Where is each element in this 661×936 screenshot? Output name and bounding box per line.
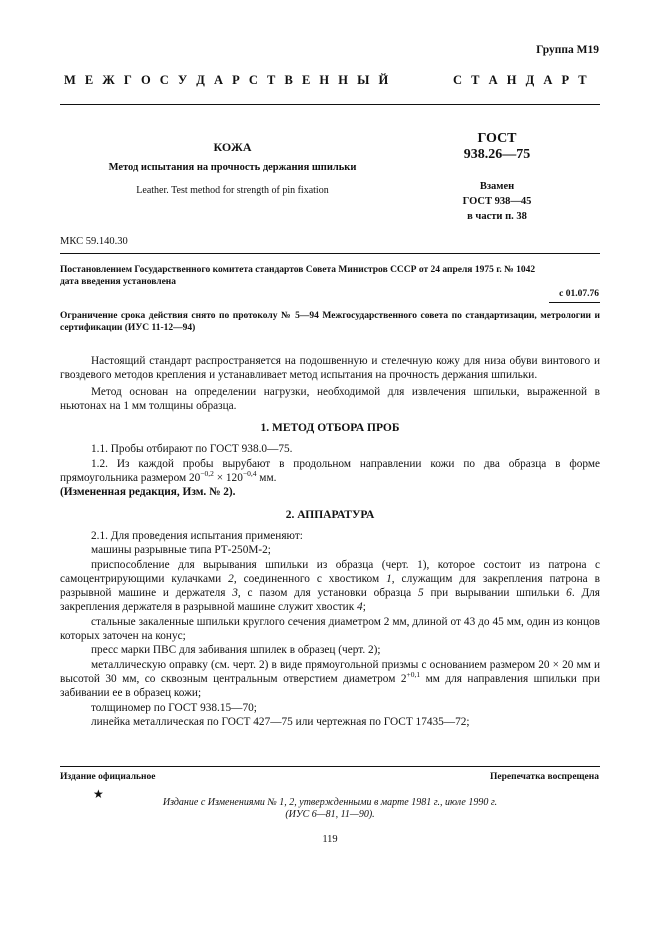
official-edition: Издание официальное xyxy=(60,772,156,782)
footer-rule xyxy=(60,766,600,767)
section2-heading: 2. АППАРАТУРА xyxy=(285,508,375,521)
effective-date-label: дата введения установлена xyxy=(60,277,177,287)
mks-code: МКС 59.140.30 xyxy=(60,236,128,247)
clause-1-1: 1.1. Пробы отбирают по ГОСТ 938.0—75. xyxy=(91,443,293,456)
doc-title: КОЖА xyxy=(213,140,252,154)
replaces-label: Взамен xyxy=(479,181,515,192)
equipment-thickness-gauge: толщиномер по ГОСТ 938.15—70; xyxy=(91,701,257,714)
effective-date-value: с 01.07.76 xyxy=(559,289,599,299)
header-rule xyxy=(60,104,600,105)
section1-heading: 1. МЕТОД ОТБОРА ПРОБ xyxy=(260,422,400,435)
replaces-doc: ГОСТ 938—45 xyxy=(462,196,532,207)
equipment-machines: машины разрывные типа РТ-250М-2; xyxy=(91,544,271,557)
banner-interstate: М Е Ж Г О С У Д А Р С Т В Е Н Н Ы Й xyxy=(64,73,392,87)
amendment-note: (Измененная редакция, Изм. № 2). xyxy=(60,486,236,499)
limitation-note: Ограничение срока действия снято по протоколу № 5—94 Межгосударственного совета по стандартизации, метрологии и сертификации (ИУС 11-12—94) xyxy=(60,311,600,333)
equipment-ruler: линейка металлическая по ГОСТ 427—75 или чертежная по ГОСТ 17435—72; xyxy=(91,715,470,728)
star-icon: ★ xyxy=(93,787,104,801)
gost-label: ГОСТ xyxy=(477,131,517,146)
doc-subtitle: Метод испытания на прочность держания шпильки xyxy=(108,162,357,173)
reprint-prohibited: Перепечатка воспрещена xyxy=(489,772,599,782)
equipment-press: пресс марки ПВС для забивания шпилек в образец (черт. 2); xyxy=(91,644,381,657)
equipment-fixture: приспособление для вырывания шпильки из образца (черт. 1), которое состоит из патрона с самоцентрирующими кулачками 2, соединенного с хвостиком 1, служащим для закрепления патрона в разрывной машине и держателя 3, с пазом для установки образца 5 при вырывании шпильки 6. Для закрепления держателя в разрывной машине служит хвостик 4; xyxy=(60,558,600,614)
date-rule xyxy=(549,302,600,303)
intro-paragraph-2: Метод основан на определении нагрузки, необходимой для извлечения шпильки, выраженной в ньютонах на 1 мм толщины образца. xyxy=(60,385,600,412)
banner-standard: С Т А Н Д А Р Т xyxy=(453,73,590,87)
group-label: Группа М19 xyxy=(536,44,599,56)
clause-1-2: 1.2. Из каждой пробы вырубают в продольном направлении кожи по два образца в форме прямоугольника размером $20^{-0,2} \times 120^{-0,4}$ мм. xyxy=(60,457,600,485)
equipment-pins: стальные закаленные шпильки круглого сечения диаметром 2 мм, длиной от 43 до 45 мм, один из концов которых заточен на конус; xyxy=(60,615,600,643)
intro-paragraph-1: Настоящий стандарт распространяется на подошвенную и стелечную кожу для низа обуви винтового и гвоздевого методов крепления и устанавливает метод испытания на прочность держания шпильки. xyxy=(60,355,600,382)
decree-text: Постановлением Государственного комитета стандартов Совета Министров СССР от 24 апреля 1975 г. № 1042 xyxy=(60,265,536,275)
edition-note: Издание с Изменениями № 1, 2, утвержденными в марте 1981 г., июле 1990 г. xyxy=(162,797,498,808)
clause-2-1: 2.1. Для проведения испытания применяют: xyxy=(91,529,303,542)
title-rule xyxy=(60,253,600,254)
gost-number: 938.26—75 xyxy=(463,147,531,162)
replaces-part: в части п. 38 xyxy=(467,211,527,222)
page-number: 119 xyxy=(322,834,338,845)
ius-note: (ИУС 6—81, 11—90). xyxy=(285,809,375,820)
doc-english-title: Leather. Test method for strength of pin fixation xyxy=(136,185,329,196)
equipment-mandrel: металлическую оправку (см. черт. 2) в виде прямоугольной призмы с основанием размером 20 × 20 мм и высотой 30 мм, со сквозным центральным отверстием диаметром $2^{+0,1}$ мм для направления шпильки при забивании ее в образец кожи; xyxy=(60,658,600,700)
